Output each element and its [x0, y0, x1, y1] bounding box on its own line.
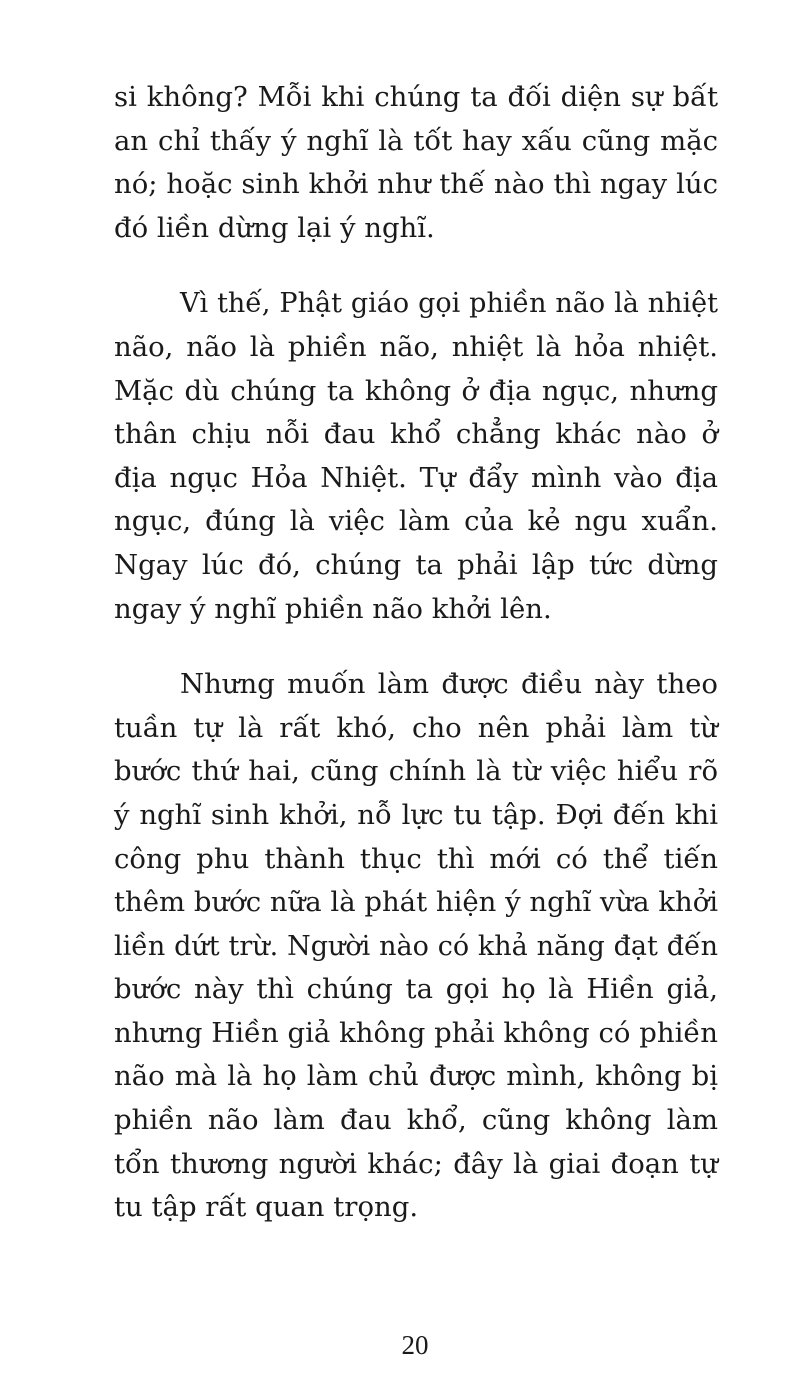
- paragraph-1: [114, 76, 718, 250]
- text-line: nhưng Hiền giả không phải không có phiền: [114, 1016, 718, 1049]
- text-line: liền dứt trừ. Người nào có khả năng đạt đến: [114, 930, 718, 962]
- body-text: [114, 76, 718, 1230]
- page-number: 20: [401, 1330, 429, 1360]
- text-line: tuần tự là rất khó, cho nên phải làm từ: [114, 711, 718, 744]
- text-line: tu tập rất quan trọng.: [114, 1191, 419, 1224]
- text-line: công phu thành thục thì mới có thể tiến: [114, 842, 718, 875]
- text-line: Mặc dù chúng ta không ở địa ngục, nhưng: [114, 374, 718, 407]
- text-line: an chỉ thấy ý nghĩ là tốt hay xấu cũng mặc: [114, 124, 718, 157]
- text-line: địa ngục Hỏa Nhiệt. Tự đẩy mình vào địa: [114, 461, 718, 494]
- text-line: ngay ý nghĩ phiền não khởi lên.: [114, 592, 552, 625]
- text-line: ý nghĩ sinh khởi, nỗ lực tu tập. Đợi đến khi: [114, 798, 718, 831]
- paragraph-spacer: [114, 250, 718, 282]
- text-line: nó; hoặc sinh khởi như thế nào thì ngay lúc: [114, 168, 718, 201]
- text-line: bước thứ hai, cũng chính là từ việc hiểu rõ: [114, 755, 718, 788]
- text-line: tổn thương người khác; đây là giai đoạn tự: [114, 1147, 718, 1180]
- text-line: thân chịu nỗi đau khổ chẳng khác nào ở: [114, 418, 718, 451]
- text-line: bước này thì chúng ta gọi họ là Hiền giả,: [114, 973, 718, 1006]
- text-line: thêm bước nữa là phát hiện ý nghĩ vừa khởi: [114, 886, 719, 919]
- text-line: ngục, đúng là việc làm của kẻ ngu xuẩn.: [114, 505, 718, 538]
- paragraph-3: [114, 663, 718, 1230]
- text-line: Ngay lúc đó, chúng ta phải lập tức dừng: [114, 548, 718, 581]
- text-line: đó liền dừng lại ý nghĩ.: [114, 211, 435, 244]
- text-line: Vì thế, Phật giáo gọi phiền não là nhiệt: [180, 288, 718, 320]
- paragraph-2: [114, 282, 718, 631]
- text-line: si không? Mỗi khi chúng ta đối diện sự bất: [114, 81, 718, 113]
- text-line: phiền não làm đau khổ, cũng không làm: [114, 1104, 718, 1137]
- text-line: não mà là họ làm chủ được mình, không bị: [114, 1060, 718, 1093]
- text-line: não, não là phiền não, nhiệt là hỏa nhiệt.: [114, 330, 718, 363]
- paragraph-spacer: [114, 631, 718, 663]
- text-line: Nhưng muốn làm được điều này theo: [180, 668, 718, 701]
